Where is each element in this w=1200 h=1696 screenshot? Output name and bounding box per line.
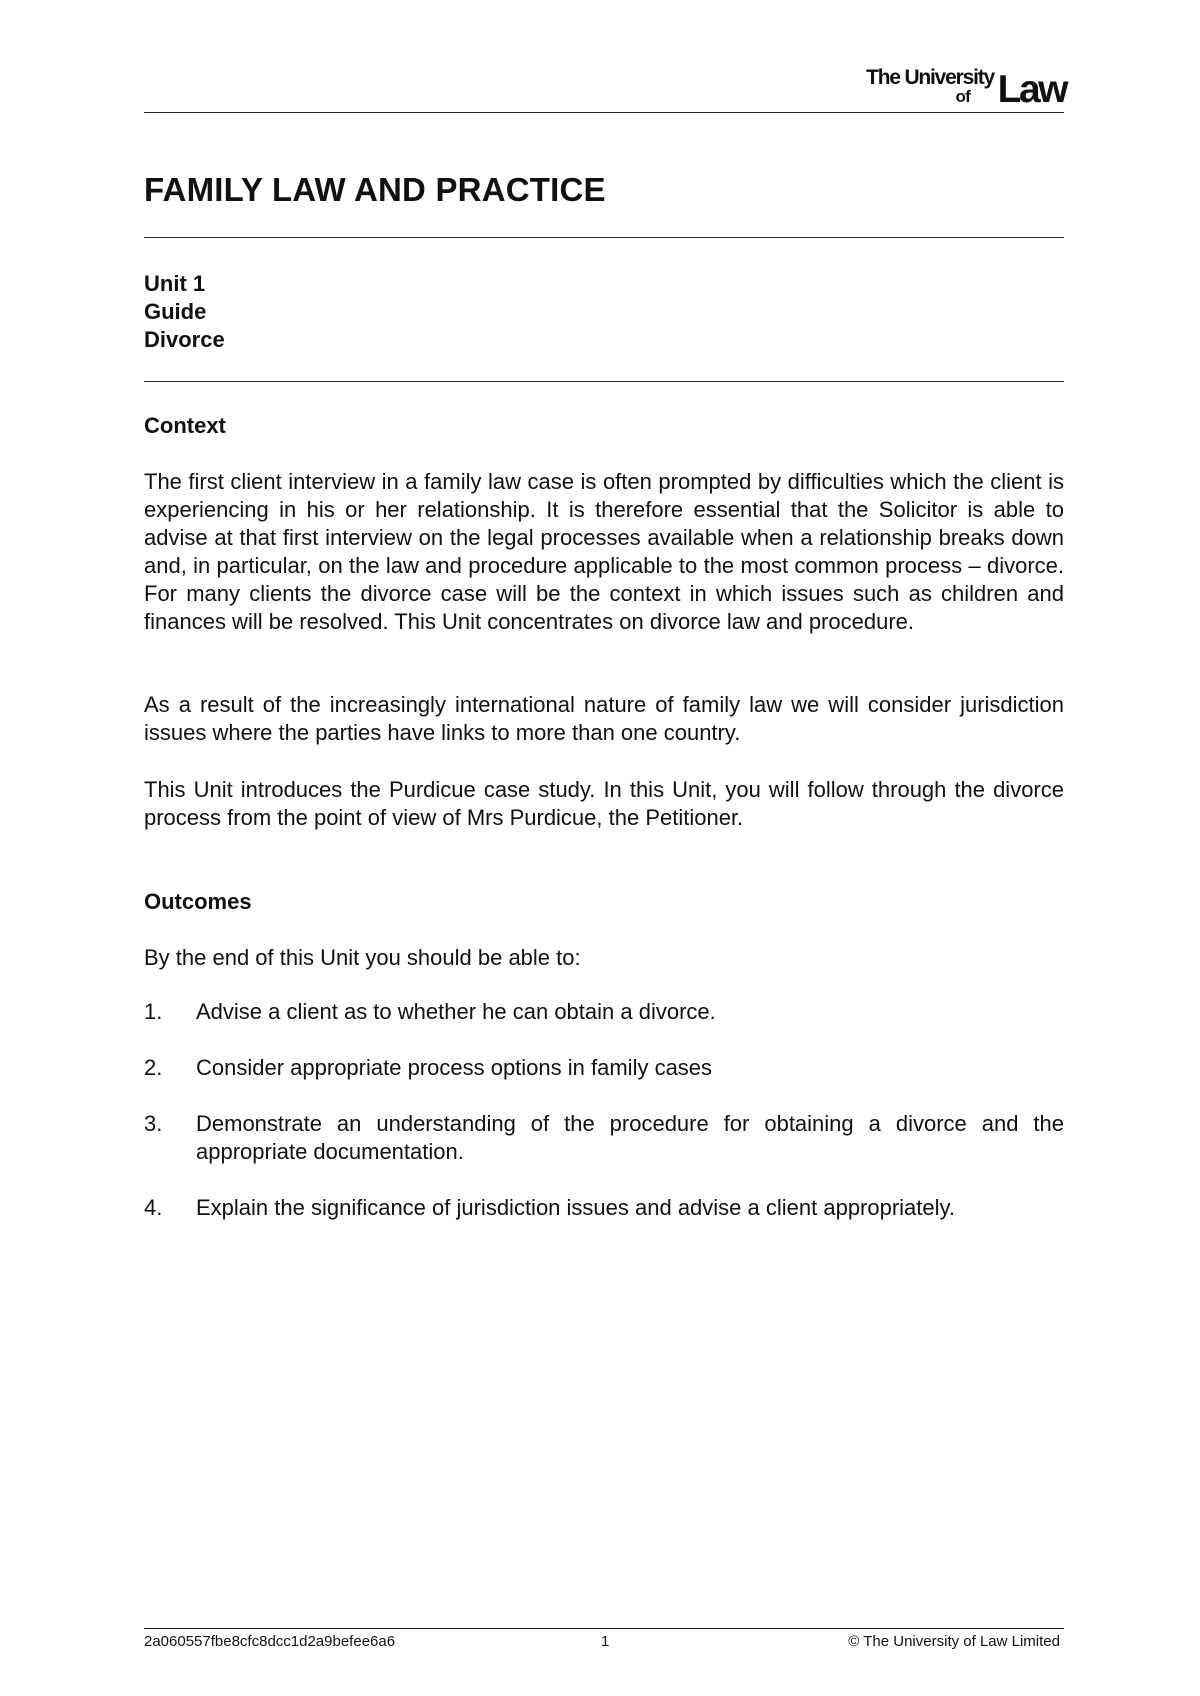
document-title: FAMILY LAW AND PRACTICE [144,171,606,208]
context-paragraph: As a result of the increasingly international nature of family law we will consider jurisdiction issues where the parties have links to more than one country. [144,692,1064,745]
outcome-text: Advise a client as to whether he can obtain a divorce. [196,999,716,1024]
outcome-number: 2. [144,1055,163,1080]
unit-divider [144,381,1064,382]
title-divider [144,237,1064,238]
outcome-number: 4. [144,1195,163,1220]
university-logo [846,62,1066,112]
outcomes-list [144,998,1064,1250]
unit-topic: Divorce [144,327,225,352]
outcome-item [144,1110,1064,1166]
outcome-text: Explain the significance of jurisdiction issues and advise a client appropriately. [196,1195,956,1220]
logo-text-of: of [955,87,970,106]
context-paragraph: The first client interview in a family law case is often prompted by difficulties which the client is experiencing in his or her relationship. It is therefore essential that the Solicitor is able to advise at that first interview on the legal processes available when a relationship breaks down and, in particular, on the law and procedure applicable to the most common process – divorce. For many clients the divorce case will be the context in which issues such as children and finances will be resolved. This Unit concentrates on divorce law and procedure. [144,469,1064,634]
footer-divider [144,1628,1064,1629]
context-heading: Context [144,413,226,438]
footer-document-id: 2a060557fbe8cfc8dcc1d2a9befee6a6 [144,1633,396,1650]
logo-text-the-university: The University [866,66,994,89]
outcome-item [144,998,1064,1026]
context-paragraph: This Unit introduces the Purdicue case study. In this Unit, you will follow through the divorce process from the point of view of Mrs Purdicue, the Petitioner. [144,777,1064,830]
unit-info [144,270,225,354]
outcome-number: 1. [144,999,163,1024]
outcomes-heading: Outcomes [144,889,252,914]
footer-page-number: 1 [601,1633,610,1650]
footer-copyright: © The University of Law Limited [848,1633,1060,1650]
outcomes-intro: By the end of this Unit you should be able to: [144,945,581,970]
outcome-item [144,1194,1064,1222]
outcome-text: Demonstrate an understanding of the procedure for obtaining a divorce and the appropriate documentation. [196,1111,1064,1164]
outcome-number: 3. [144,1111,163,1136]
unit-type: Guide [144,299,207,324]
logo-text-law: Law [997,68,1066,111]
header-divider [144,112,1064,113]
unit-number: Unit 1 [144,271,206,296]
outcome-item [144,1054,1064,1082]
outcome-text: Consider appropriate process options in family cases [196,1055,713,1080]
